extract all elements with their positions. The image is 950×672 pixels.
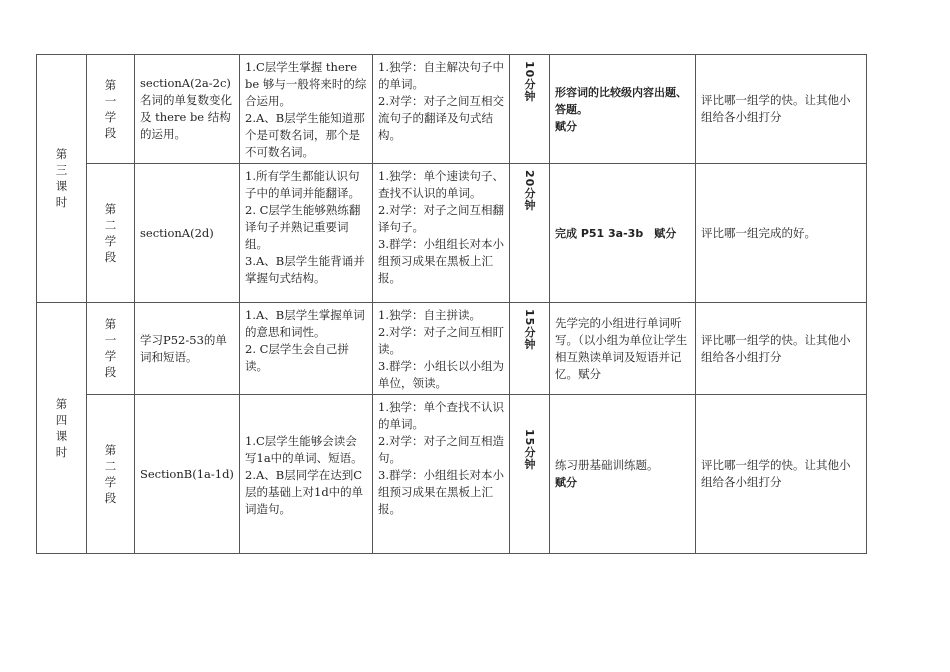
evaluation-cell: 评比哪一组完成的好。 xyxy=(696,164,867,303)
goal-line: 3.A、B层学生能背诵并掌握句式结构。 xyxy=(245,254,365,285)
method-line: 1.独学：自主拼读。 xyxy=(378,308,481,322)
method-line: 2.对学：对子之间互相造句。 xyxy=(378,434,504,465)
content-cell: 学习P52-53的单词和短语。 xyxy=(135,303,240,395)
time-label: 10分钟 xyxy=(523,61,536,103)
time-cell xyxy=(510,164,550,303)
method-line: 2.对学：对子之间互相翻译句子。 xyxy=(378,203,504,234)
method-cell xyxy=(373,164,510,303)
goal-cell xyxy=(240,303,373,395)
evaluation-cell: 评比哪一组学的快。让其他小组给各小组打分 xyxy=(696,395,867,554)
content-cell: SectionB(1a-1d) xyxy=(135,395,240,554)
time-cell xyxy=(510,55,550,164)
method-line: 3.群学：小组组长对本小组预习成果在黑板上汇报。 xyxy=(378,237,504,285)
goal-line: 2. C层学生会自己拼读。 xyxy=(245,342,349,373)
evaluation-cell: 评比哪一组学的快。让其他小组给各小组打分 xyxy=(696,55,867,164)
method-cell xyxy=(373,303,510,395)
table-row xyxy=(37,303,867,395)
table-row xyxy=(37,55,867,164)
score-label: 赋分 xyxy=(555,119,577,133)
goal-line: 1.A、B层学生掌握单词的意思和词性。 xyxy=(245,308,365,339)
table-row xyxy=(37,395,867,554)
stage-label: 第二学段 xyxy=(104,442,117,505)
lesson-label: 第四课时 xyxy=(55,396,68,459)
time-label: 20分钟 xyxy=(523,170,536,212)
task-line: 练习册基础训练题。 xyxy=(555,458,659,472)
stage-label: 第一学段 xyxy=(104,77,117,140)
method-line: 3.群学：小组组长对本小组预习成果在黑板上汇报。 xyxy=(378,468,504,516)
goal-cell xyxy=(240,395,373,554)
goal-line: 1.C层学生能够会读会写1a中的单词、短语。 xyxy=(245,433,363,465)
task-cell xyxy=(550,395,696,554)
stage-cell xyxy=(87,164,135,303)
method-line: 1.独学：自主解决句子中的单词。 xyxy=(378,60,504,91)
lesson-cell xyxy=(37,303,87,554)
evaluation-cell: 评比哪一组学的快。让其他小组给各小组打分 xyxy=(696,303,867,395)
content-cell: sectionA(2d) xyxy=(135,164,240,303)
task-cell xyxy=(550,55,696,164)
lesson-cell xyxy=(37,55,87,303)
lesson-plan-table xyxy=(36,54,867,554)
goal-line: 2. C层学生能够熟练翻译句子并熟记重要词组。 xyxy=(245,203,361,251)
method-line: 2.对学：对子之间互相交流句子的翻译及句式结构。 xyxy=(378,94,504,142)
method-cell xyxy=(373,55,510,164)
method-line: 1.独学：单个查找不认识的单词。 xyxy=(378,400,504,431)
goal-line: 1.C层学生掌握 there be 够与一般将来时的综合运用。 xyxy=(245,60,367,108)
time-cell xyxy=(510,303,550,395)
time-label: 15分钟 xyxy=(523,429,536,471)
task-cell xyxy=(550,164,696,303)
task-line: 先学完的小组进行单词听写。（以小组为单位让学生相互熟读单词及短语并记忆。赋分 xyxy=(555,315,688,381)
task-line: 完成 P51 3a-3b 赋分 xyxy=(555,226,677,240)
goal-cell xyxy=(240,55,373,164)
stage-label: 第一学段 xyxy=(104,317,117,379)
method-line: 1.独学：单个速读句子、查找不认识的单词。 xyxy=(378,169,504,200)
task-cell xyxy=(550,303,696,395)
content-cell: sectionA(2a-2c)名词的单复数变化及 there be 结构的运用。 xyxy=(135,55,240,164)
time-label: 15分钟 xyxy=(523,309,536,351)
task-line: 形容词的比较级内容出题、答题。 xyxy=(555,85,687,116)
table-row xyxy=(37,164,867,303)
score-label: 赋分 xyxy=(555,476,577,489)
stage-label: 第二学段 xyxy=(104,201,117,264)
goal-line: 1.所有学生都能认识句子中的单词并能翻译。 xyxy=(245,169,360,200)
method-cell xyxy=(373,395,510,554)
goal-line: 2.A、B层学生能知道那个是可数名词，那个是不可数名词。 xyxy=(245,111,365,159)
method-line: 2.对学：对子之间互相盯读。 xyxy=(378,325,504,356)
stage-cell xyxy=(87,395,135,554)
stage-cell xyxy=(87,303,135,395)
time-cell xyxy=(510,395,550,554)
method-line: 3.群学：小组长以小组为单位，领读。 xyxy=(378,359,504,390)
lesson-label: 第三课时 xyxy=(55,147,68,209)
goal-cell xyxy=(240,164,373,303)
stage-cell xyxy=(87,55,135,164)
goal-line: 2.A、B层同学在达到C层的基础上对1d中的单词造句。 xyxy=(245,467,364,516)
